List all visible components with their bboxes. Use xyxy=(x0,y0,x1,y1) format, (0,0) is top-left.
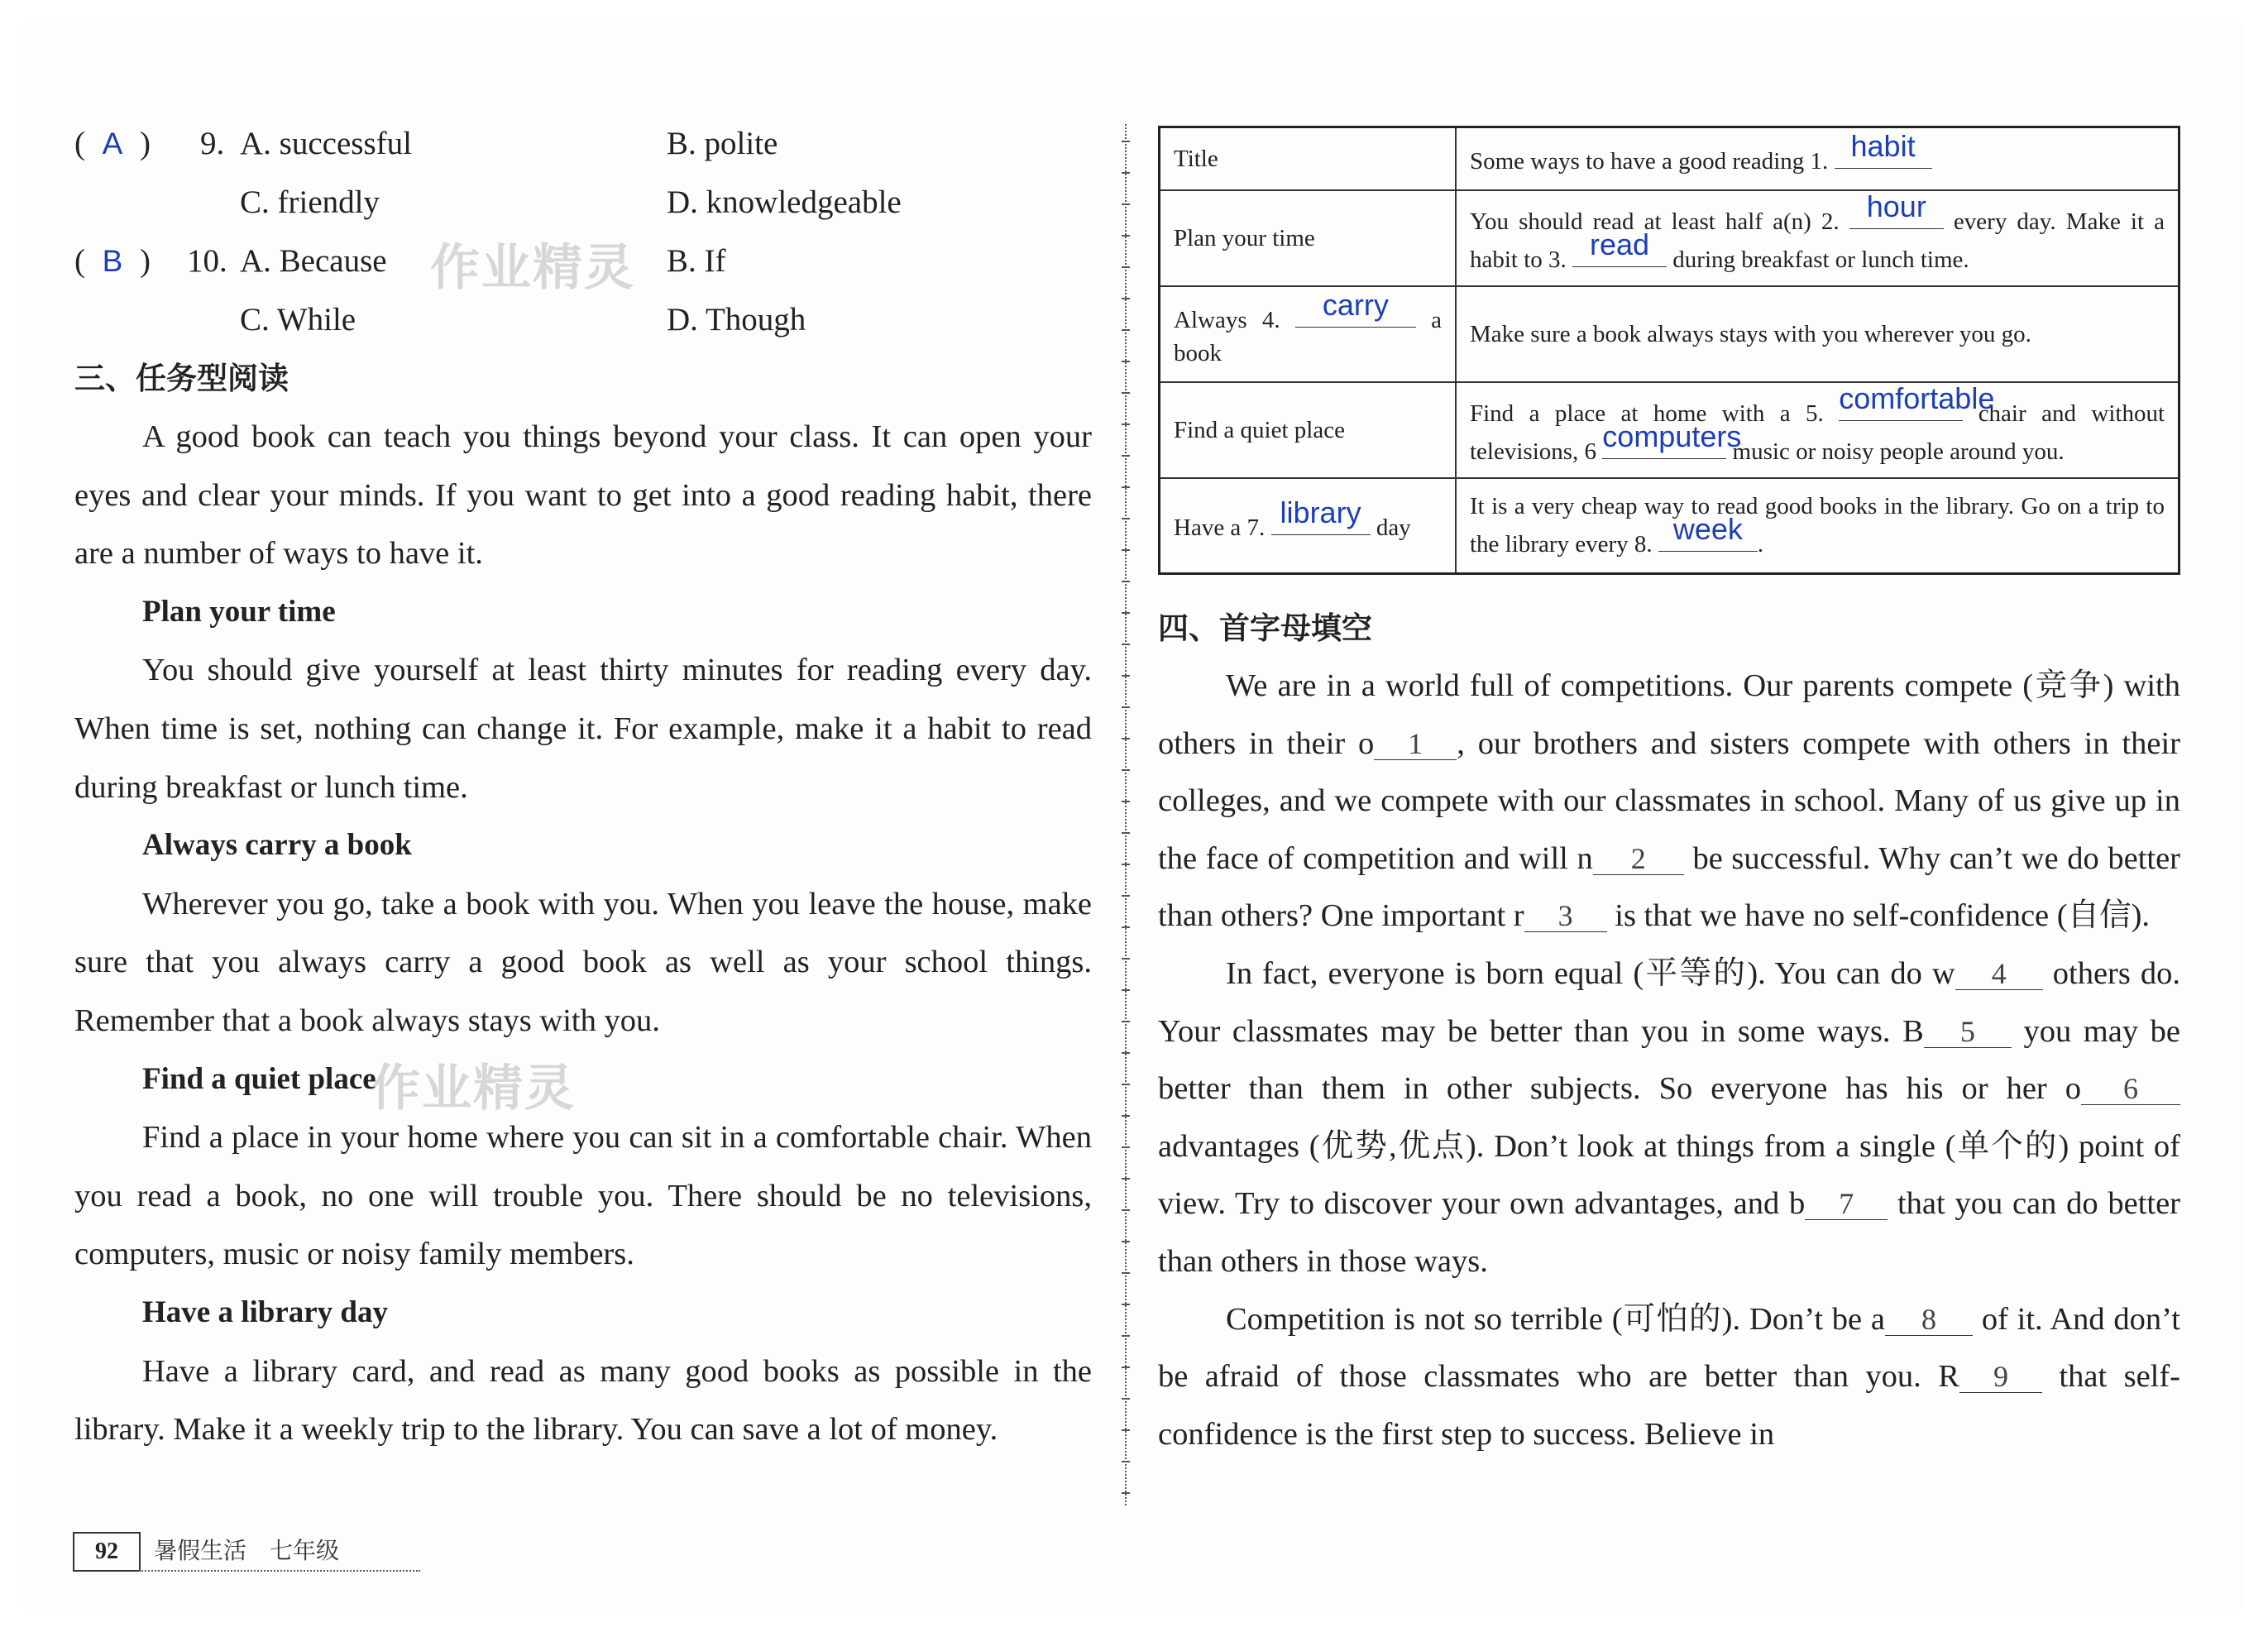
page-number: 92 xyxy=(73,1532,141,1572)
divider-tick xyxy=(1122,1304,1130,1305)
table-row xyxy=(1160,382,2179,478)
table-cell: Title xyxy=(1160,127,1457,190)
question-9-row2 xyxy=(74,173,1092,232)
question-9 xyxy=(74,114,1092,173)
answer-bracket-9: ( A ) xyxy=(74,114,151,173)
table-cell xyxy=(1160,478,1457,574)
blank-4 xyxy=(1295,287,1416,328)
task-table xyxy=(1158,126,2180,575)
divider-tick xyxy=(1122,203,1130,205)
divider-tick xyxy=(1122,235,1130,237)
table-cell xyxy=(1456,190,2179,286)
gap-3: 3 xyxy=(1524,900,1607,932)
table-row xyxy=(1160,478,2179,574)
divider-tick xyxy=(1122,581,1130,582)
cell-text: Find a place at home with a 5. xyxy=(1470,400,1824,427)
text: others do. Your classmates may be better than you in some ways. B xyxy=(1158,955,2181,1049)
table-cell xyxy=(1160,286,1457,382)
table-cell xyxy=(1456,478,2179,574)
answer-9: A xyxy=(102,127,123,160)
question-number: 10. xyxy=(187,243,227,279)
option-c: C. friendly xyxy=(240,184,380,220)
divider-tick xyxy=(1122,1366,1130,1368)
divider-tick xyxy=(1122,832,1130,834)
table-row xyxy=(1160,286,2179,382)
divider-tick xyxy=(1122,1461,1130,1462)
footer-rule xyxy=(139,1570,420,1572)
blank-7 xyxy=(1271,495,1371,535)
option-a: A. successful xyxy=(240,126,412,161)
section-title: 三、任务型阅读 xyxy=(74,361,289,396)
blank-6 xyxy=(1602,419,1742,459)
text: you may be better than them in other subjects. So everyone has his or her o xyxy=(1158,1013,2181,1107)
divider-tick xyxy=(1122,1272,1130,1274)
gap-2: 2 xyxy=(1593,843,1684,875)
subheading: Find a quiet place xyxy=(142,1061,376,1096)
gap-8: 8 xyxy=(1885,1304,1973,1336)
cell-text: Have a 7. xyxy=(1174,514,1266,542)
text: that you can do better than others in those ways. xyxy=(1158,1186,2180,1279)
divider-tick xyxy=(1122,1398,1130,1400)
subheading: Have a library day xyxy=(142,1295,389,1329)
divider-tick xyxy=(1122,486,1130,488)
option-d: D. knowledgeable xyxy=(667,184,902,220)
handwritten-answer: habit xyxy=(1850,128,1916,163)
divider-tick xyxy=(1122,895,1130,897)
divider-tick xyxy=(1122,926,1130,928)
divider-tick xyxy=(1122,1241,1130,1242)
question-number: 9. xyxy=(200,126,225,161)
subheading: Plan your time xyxy=(142,594,336,629)
cell-text: Some ways to have a good reading 1. xyxy=(1470,147,1829,175)
option-c: C. While xyxy=(240,302,356,337)
text: is that we have no self-confidence (自信). xyxy=(1615,898,2151,934)
divider-tick xyxy=(1122,392,1130,394)
table-cell: Find a quiet place xyxy=(1160,382,1457,478)
divider-tick xyxy=(1122,989,1130,991)
text: , our brothers and sisters compete with others in their colleges, and we compete with our classmates in school. Many of us give up in the face of competition and will n xyxy=(1158,725,2180,876)
cell-text: a book xyxy=(1174,306,1443,366)
table-cell xyxy=(1456,382,2179,478)
divider-tick xyxy=(1122,298,1130,299)
watermark: 作业精灵 xyxy=(371,1060,576,1118)
blank-2 xyxy=(1849,189,1944,229)
divider-tick xyxy=(1122,1084,1130,1085)
handwritten-answer: comfortable xyxy=(1839,380,1995,415)
divider-tick xyxy=(1122,1146,1130,1148)
table-row xyxy=(1160,127,2179,190)
divider-tick xyxy=(1122,738,1130,739)
divider-tick xyxy=(1122,864,1130,865)
handwritten-answer: hour xyxy=(1866,189,1926,223)
paragraph: Have a library card, and read as many good books as possible in the library. Make it a weekly trip to the library. You can save a lot of money. xyxy=(74,1353,1092,1448)
right-column xyxy=(1158,126,2180,1463)
option-b: B. polite xyxy=(667,126,778,161)
option-d: D. Though xyxy=(667,302,806,337)
watermark: 作业精灵 xyxy=(430,239,635,297)
table-cell xyxy=(1456,127,2179,190)
subheading: Always carry a book xyxy=(142,828,412,863)
divider-tick xyxy=(1122,801,1130,802)
divider-tick xyxy=(1122,1021,1130,1022)
cell-text: during breakfast or lunch time. xyxy=(1672,246,1969,273)
cell-text: You should read at least half a(n) 2. xyxy=(1470,208,1840,235)
divider-tick xyxy=(1122,518,1130,519)
divider-tick xyxy=(1122,329,1130,331)
divider-tick xyxy=(1122,1429,1130,1431)
cell-text: every day. Make it a habit to 3. xyxy=(1470,208,2165,273)
cell-text: chair and without televisions, 6 xyxy=(1470,400,2165,465)
divider-tick xyxy=(1122,612,1130,614)
handwritten-answer: week xyxy=(1672,512,1743,547)
divider-tick xyxy=(1122,549,1130,551)
handwritten-answer: carry xyxy=(1322,287,1389,322)
divider-tick xyxy=(1122,706,1130,708)
text: We are in a world full of competitions. Our parents compete (竞争) with others in their o xyxy=(1158,668,2180,761)
option-a: A. Because xyxy=(240,243,387,279)
paragraph: You should give yourself at least thirty minutes for reading every day. When time is set, nothing can change it. For example, make it a habit to read during breakfast or lunch time. xyxy=(74,653,1092,805)
paragraph: Find a place in your home where you can sit in a comfortable chair. When you read a book, no one will trouble you. There should be no televisions, computers, music or noisy family members. xyxy=(74,1120,1092,1272)
divider-tick xyxy=(1122,455,1130,457)
section-title: 四、首字母填空 xyxy=(1158,610,1372,646)
paragraph: Wherever you go, take a book with you. When you leave the house, make sure that you always carry a good book as well as your school things. Remember that a book always stays with you. xyxy=(74,886,1092,1038)
text: advantages (优势,优点). Don’t look at things from a single (单个的) point of view. Try to discover your own advantages, and b xyxy=(1158,1128,2180,1222)
answer-bracket-10: ( B ) xyxy=(74,232,151,290)
text: that self-confidence is the first step to success. Believe in xyxy=(1158,1359,2181,1452)
divider-tick xyxy=(1122,675,1130,677)
book-label: 暑假生活 七年级 xyxy=(154,1537,340,1564)
cell-text: . xyxy=(1757,531,1764,558)
blank-5 xyxy=(1839,380,1995,421)
gap-1: 1 xyxy=(1374,728,1457,760)
divider-tick xyxy=(1122,141,1130,142)
gap-7: 7 xyxy=(1805,1188,1888,1220)
cell-text: It is a very cheap way to read good books in the library. Go on a trip to the library every 8. xyxy=(1470,493,2165,558)
paragraph xyxy=(1158,658,2180,945)
table-cell: Plan your time xyxy=(1160,190,1457,286)
gap-6: 6 xyxy=(2081,1073,2180,1105)
cell-text: Always 4. xyxy=(1174,306,1280,333)
divider-tick xyxy=(1122,644,1130,645)
gap-9: 9 xyxy=(1959,1361,2042,1393)
divider-tick xyxy=(1122,1335,1130,1337)
option-b: B. If xyxy=(667,243,726,279)
left-column xyxy=(74,114,1092,1459)
intro-paragraph: A good book can teach you things beyond your class. It can open your eyes and clear your minds. If you want to get into a good reading habit, there are a number of ways to have it. xyxy=(74,419,1092,572)
text: In fact, everyone is born equal (平等的). You can do w xyxy=(1226,955,1955,991)
blank-3 xyxy=(1572,227,1667,267)
gap-4: 4 xyxy=(1955,958,2043,990)
divider-tick xyxy=(1122,266,1130,268)
blank-1 xyxy=(1835,128,1932,169)
cell-text: music or noisy people around you. xyxy=(1732,438,2065,465)
table-cell: Make sure a book always stays with you wherever you go. xyxy=(1456,286,2179,382)
handwritten-answer: read xyxy=(1590,227,1650,261)
divider-tick xyxy=(1122,769,1130,771)
divider-tick xyxy=(1122,172,1130,174)
paragraph xyxy=(1158,1291,2180,1464)
divider-tick xyxy=(1122,1492,1130,1494)
text: be successful. Why can’t we do better than others? One important r xyxy=(1158,840,2180,934)
column-divider xyxy=(1125,124,1127,1505)
divider-tick xyxy=(1122,1115,1130,1117)
answer-10: B xyxy=(102,244,123,278)
blank-8 xyxy=(1658,512,1758,552)
cell-text: day xyxy=(1376,514,1411,542)
handwritten-answer: library xyxy=(1280,495,1361,530)
divider-tick xyxy=(1122,1178,1130,1180)
divider-tick xyxy=(1122,1209,1130,1211)
text: of it. And don’t be afraid of those classmates who are better than you. R xyxy=(1158,1301,2181,1395)
gap-5: 5 xyxy=(1924,1016,2012,1048)
divider-tick xyxy=(1122,958,1130,960)
divider-tick xyxy=(1122,1052,1130,1054)
table-row xyxy=(1160,190,2179,286)
divider-tick xyxy=(1122,361,1130,362)
handwritten-answer: computers xyxy=(1602,419,1742,453)
text: Competition is not so terrible (可怕的). Don’t be a xyxy=(1226,1301,1886,1337)
paragraph xyxy=(1158,945,2180,1291)
divider-tick xyxy=(1122,424,1130,425)
